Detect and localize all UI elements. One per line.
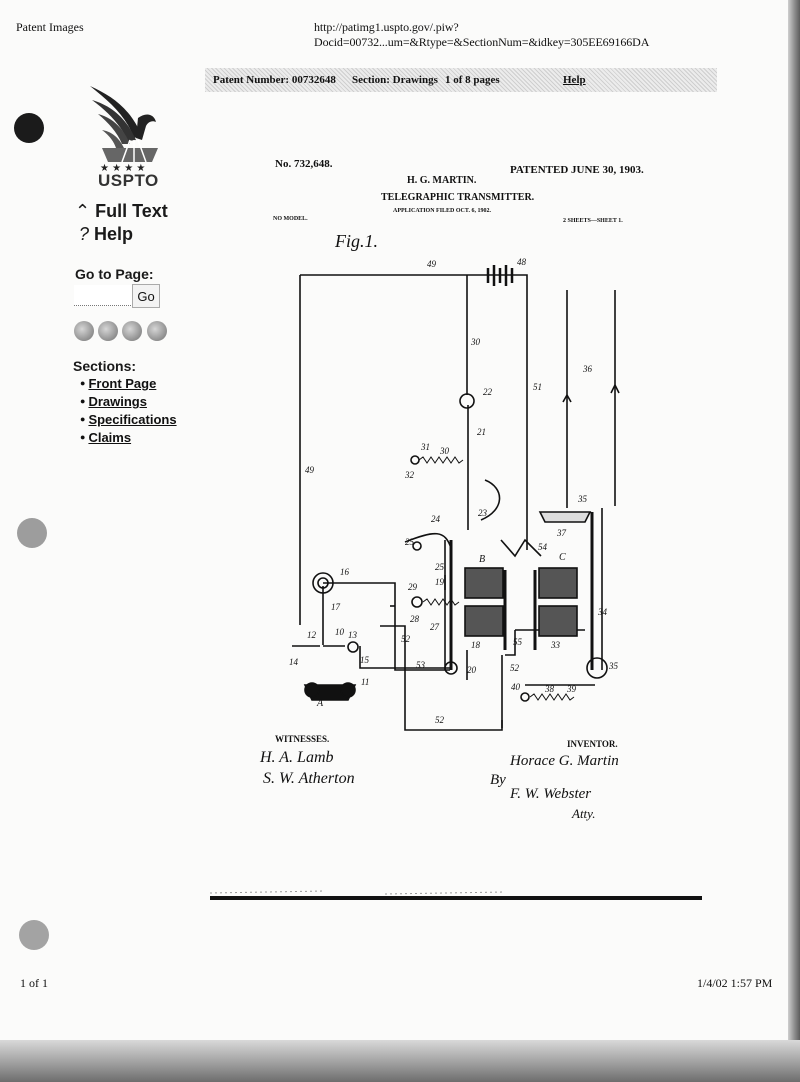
reference-numeral: 18 xyxy=(471,640,480,650)
reference-numeral: 29 xyxy=(408,582,417,592)
reference-numeral: 52 xyxy=(435,715,444,725)
patent-info-bar xyxy=(205,68,717,92)
reference-numeral: 52 xyxy=(401,634,410,644)
reference-numeral: 14 xyxy=(289,657,298,667)
punch-hole xyxy=(19,920,49,950)
section-indicator: Section: Drawings xyxy=(352,74,438,86)
punch-hole xyxy=(14,113,44,143)
reference-numeral: 48 xyxy=(517,257,526,267)
reference-numeral: 30 xyxy=(471,337,480,347)
patent-drawing xyxy=(205,150,705,910)
reference-numeral: A xyxy=(317,698,324,709)
witnesses-label: WITNESSES. xyxy=(275,734,330,744)
reference-numeral: 35 xyxy=(609,661,618,671)
reference-numeral: 36 xyxy=(583,364,592,374)
full-text-label: Full Text xyxy=(95,201,168,221)
browser-title: Patent Images xyxy=(16,20,84,34)
reference-numeral: C xyxy=(559,552,566,563)
footer-timestamp: 1/4/02 1:57 PM xyxy=(697,976,773,990)
reference-numeral: 23 xyxy=(478,508,487,518)
scan-edge-bottom xyxy=(0,1040,800,1082)
reference-numeral: 53 xyxy=(416,660,425,670)
svg-text:★ ★ ★ ★: ★ ★ ★ ★ xyxy=(100,163,146,174)
help-bar-link[interactable]: Help xyxy=(563,74,586,86)
reference-numeral: 25 xyxy=(435,562,444,572)
reference-numeral: B xyxy=(479,554,486,565)
figure-label: Fig.1. xyxy=(335,231,378,251)
uspto-logo-text: USPTO xyxy=(98,171,159,190)
reference-numeral: 49 xyxy=(305,465,314,475)
patent-number: Patent Number: 00732648 xyxy=(213,74,336,86)
reference-numeral: 15 xyxy=(360,655,369,665)
punch-hole xyxy=(17,518,47,548)
section-link-specifications[interactable]: ● Specifications xyxy=(80,412,177,427)
reference-numeral: 21 xyxy=(477,427,486,437)
reference-numeral: 33 xyxy=(551,640,560,650)
witness-signature-1: H. A. Lamb xyxy=(260,749,334,766)
full-text-link[interactable] xyxy=(75,201,168,222)
reference-numeral: 17 xyxy=(331,602,340,612)
patent-no: No. 732,648. xyxy=(275,158,333,170)
page-count: 1 of 8 pages xyxy=(445,74,500,86)
reference-numeral: 32 xyxy=(405,470,414,480)
drawing-title: TELEGRAPHIC TRANSMITTER. xyxy=(381,192,535,203)
section-link-front-page[interactable]: ● Front Page xyxy=(80,376,156,391)
inventor-label: INVENTOR. xyxy=(567,739,618,749)
previous-page-icon[interactable] xyxy=(98,321,118,341)
reference-numeral: 19 xyxy=(435,577,444,587)
reference-numeral: 38 xyxy=(545,684,554,694)
no-model: NO MODEL. xyxy=(273,216,308,222)
reference-numeral: 37 xyxy=(557,528,566,538)
reference-numeral: 30 xyxy=(440,446,449,456)
reference-numeral: 13 xyxy=(348,630,357,640)
reference-numeral: 24 xyxy=(431,514,440,524)
attorney-signature: F. W. Webster xyxy=(510,786,592,802)
witness-signature-2: S. W. Atherton xyxy=(263,770,355,787)
attorney-abbrev: Atty. xyxy=(572,806,596,821)
reference-numeral: 54 xyxy=(538,542,547,552)
reference-numeral: 22 xyxy=(483,387,492,397)
caret-up-icon: ⌃ xyxy=(75,201,91,221)
reference-numeral: 51 xyxy=(533,382,542,392)
first-page-icon[interactable] xyxy=(74,321,94,341)
reference-numeral: 31 xyxy=(421,442,430,452)
footer-page-count: 1 of 1 xyxy=(20,976,48,990)
reference-numeral: 34 xyxy=(598,607,607,617)
last-page-icon[interactable] xyxy=(147,321,167,341)
by-label: By xyxy=(490,772,506,788)
section-link-claims[interactable]: ● Claims xyxy=(80,430,131,445)
reference-numeral: 20 xyxy=(467,665,476,675)
section-link-drawings[interactable]: ● Drawings xyxy=(80,394,147,409)
application-filed: APPLICATION FILED OCT. 6, 1902. xyxy=(393,208,491,214)
reference-numeral: 49 xyxy=(427,259,436,269)
help-label: Help xyxy=(94,224,134,244)
reference-numeral: 55 xyxy=(513,637,522,647)
reference-numeral: 11 xyxy=(361,677,370,687)
reference-numeral: 40 xyxy=(511,682,520,692)
reference-numeral: 52 xyxy=(510,663,519,673)
reference-numeral: 27 xyxy=(430,622,439,632)
next-page-icon[interactable] xyxy=(122,321,142,341)
reference-numeral: 12 xyxy=(307,630,316,640)
inventor-signature: Horace G. Martin xyxy=(510,753,619,769)
go-button[interactable]: Go xyxy=(132,284,160,308)
scan-edge-right xyxy=(788,0,800,1082)
sections-heading: Sections: xyxy=(73,358,137,374)
sheets: 2 SHEETS—SHEET 1. xyxy=(563,218,623,224)
reference-numeral: 25 xyxy=(405,537,414,547)
go-to-page-label: Go to Page: xyxy=(75,266,154,282)
help-link[interactable] xyxy=(79,224,133,245)
reference-numeral: 28 xyxy=(410,614,419,624)
reference-numeral: 35 xyxy=(578,494,587,504)
reference-numeral: 16 xyxy=(340,567,349,577)
reference-numeral: 39 xyxy=(567,684,576,694)
page-url: http://patimg1.uspto.gov/.piw?Docid=00732...um=&Rtype=&SectionNum=&idkey=305EE69166DA xyxy=(314,20,650,49)
drawing-inventor: H. G. MARTIN. xyxy=(407,175,477,186)
question-icon: ? xyxy=(79,224,90,244)
patented-date: PATENTED JUNE 30, 1903. xyxy=(510,164,644,176)
page-number-input[interactable] xyxy=(74,285,133,306)
reference-numeral: 10 xyxy=(335,627,344,637)
